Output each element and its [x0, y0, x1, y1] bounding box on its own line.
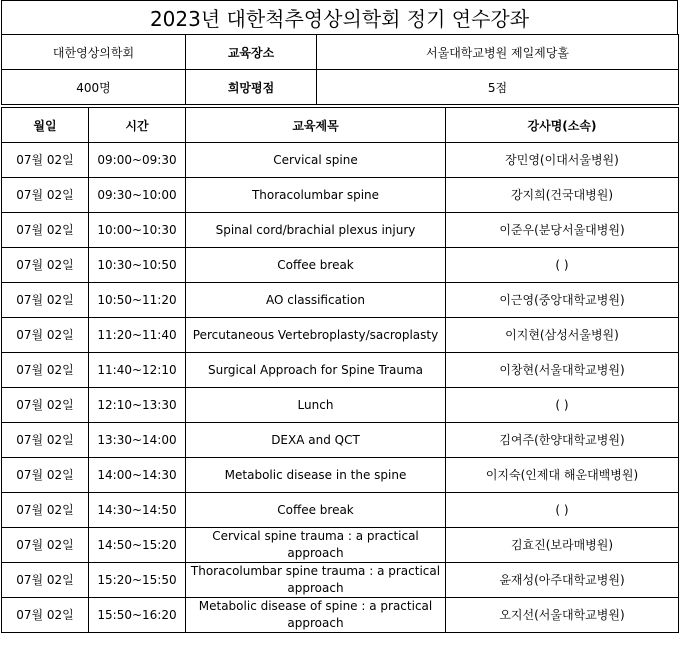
- cell-lecturer: 강지희(건국대병원): [446, 178, 679, 213]
- organizer-value: 대한영상의학회: [2, 35, 186, 70]
- cell-date: 07월 02일: [2, 353, 89, 388]
- cell-date: 07월 02일: [2, 178, 89, 213]
- cell-date: 07월 02일: [2, 423, 89, 458]
- cell-topic: Lunch: [186, 388, 446, 423]
- table-row: [2, 388, 679, 423]
- cell-date: 07월 02일: [2, 213, 89, 248]
- cell-topic: Cervical spine: [186, 143, 446, 178]
- cell-lecturer: 이근영(중앙대학교병원): [446, 283, 679, 318]
- venue-label: 교육장소: [186, 35, 317, 70]
- header-time: 시간: [89, 108, 186, 143]
- credit-label: 희망평점: [186, 70, 317, 105]
- venue-value: 서울대학교병원 제일제당홀: [317, 35, 679, 70]
- table-row: [2, 598, 679, 633]
- cell-lecturer: 윤재성(아주대학교병원): [446, 563, 679, 598]
- cell-time: 10:30~10:50: [89, 248, 186, 283]
- cell-lecturer: 이지현(삼성서울병원): [446, 318, 679, 353]
- page-title: 2023년 대한척추영상의학회 정기 연수강좌: [1, 0, 678, 35]
- schedule-header-row: [2, 108, 679, 143]
- info-row-credit: [2, 70, 679, 105]
- cell-time: 10:00~10:30: [89, 213, 186, 248]
- cell-topic: Thoracolumbar spine trauma : a practical approach: [186, 563, 446, 598]
- header-date: 월일: [2, 108, 89, 143]
- cell-time: 09:00~09:30: [89, 143, 186, 178]
- cell-lecturer: 이지숙(인제대 해운대백병원): [446, 458, 679, 493]
- table-row: [2, 318, 679, 353]
- cell-date: 07월 02일: [2, 528, 89, 563]
- cell-date: 07월 02일: [2, 283, 89, 318]
- cell-lecturer: 김효진(보라매병원): [446, 528, 679, 563]
- cell-time: 14:00~14:30: [89, 458, 186, 493]
- table-row: [2, 528, 679, 563]
- cell-date: 07월 02일: [2, 458, 89, 493]
- table-row: [2, 493, 679, 528]
- cell-time: 10:50~11:20: [89, 283, 186, 318]
- cell-time: 11:40~12:10: [89, 353, 186, 388]
- info-row-venue: [2, 35, 679, 70]
- table-row: [2, 353, 679, 388]
- cell-lecturer: ( ): [446, 388, 679, 423]
- cell-topic: Thoracolumbar spine: [186, 178, 446, 213]
- cell-date: 07월 02일: [2, 563, 89, 598]
- cell-date: 07월 02일: [2, 388, 89, 423]
- cell-topic: Metabolic disease of spine : a practical approach: [186, 598, 446, 633]
- cell-date: 07월 02일: [2, 318, 89, 353]
- course-info-table: [1, 34, 679, 105]
- cell-topic: Coffee break: [186, 493, 446, 528]
- cell-lecturer: 오지선(서울대학교병원): [446, 598, 679, 633]
- cell-lecturer: 이창현(서울대학교병원): [446, 353, 679, 388]
- cell-time: 09:30~10:00: [89, 178, 186, 213]
- cell-time: 12:10~13:30: [89, 388, 186, 423]
- schedule-body: [2, 143, 679, 633]
- cell-topic: Metabolic disease in the spine: [186, 458, 446, 493]
- header-topic: 교육제목: [186, 108, 446, 143]
- cell-time: 14:50~15:20: [89, 528, 186, 563]
- header-lecturer: 강사명(소속): [446, 108, 679, 143]
- cell-lecturer: ( ): [446, 493, 679, 528]
- capacity-value: 400명: [2, 70, 186, 105]
- cell-lecturer: 장민영(이대서울병원): [446, 143, 679, 178]
- cell-time: 14:30~14:50: [89, 493, 186, 528]
- cell-time: 13:30~14:00: [89, 423, 186, 458]
- cell-lecturer: 김여주(한양대학교병원): [446, 423, 679, 458]
- table-row: [2, 563, 679, 598]
- cell-date: 07월 02일: [2, 248, 89, 283]
- cell-topic: AO classification: [186, 283, 446, 318]
- table-row: [2, 143, 679, 178]
- credit-value: 5점: [317, 70, 679, 105]
- cell-time: 11:20~11:40: [89, 318, 186, 353]
- cell-topic: Surgical Approach for Spine Trauma: [186, 353, 446, 388]
- cell-date: 07월 02일: [2, 143, 89, 178]
- table-row: [2, 423, 679, 458]
- cell-topic: Cervical spine trauma : a practical approach: [186, 528, 446, 563]
- cell-topic: Percutaneous Vertebroplasty/sacroplasty: [186, 318, 446, 353]
- table-row: [2, 178, 679, 213]
- table-row: [2, 283, 679, 318]
- table-row: [2, 248, 679, 283]
- cell-lecturer: 이준우(분당서울대병원): [446, 213, 679, 248]
- cell-lecturer: ( ): [446, 248, 679, 283]
- cell-topic: Coffee break: [186, 248, 446, 283]
- cell-date: 07월 02일: [2, 493, 89, 528]
- cell-time: 15:50~16:20: [89, 598, 186, 633]
- cell-topic: DEXA and QCT: [186, 423, 446, 458]
- schedule-table: [1, 107, 679, 633]
- cell-date: 07월 02일: [2, 598, 89, 633]
- cell-time: 15:20~15:50: [89, 563, 186, 598]
- table-row: [2, 458, 679, 493]
- table-row: [2, 213, 679, 248]
- cell-topic: Spinal cord/brachial plexus injury: [186, 213, 446, 248]
